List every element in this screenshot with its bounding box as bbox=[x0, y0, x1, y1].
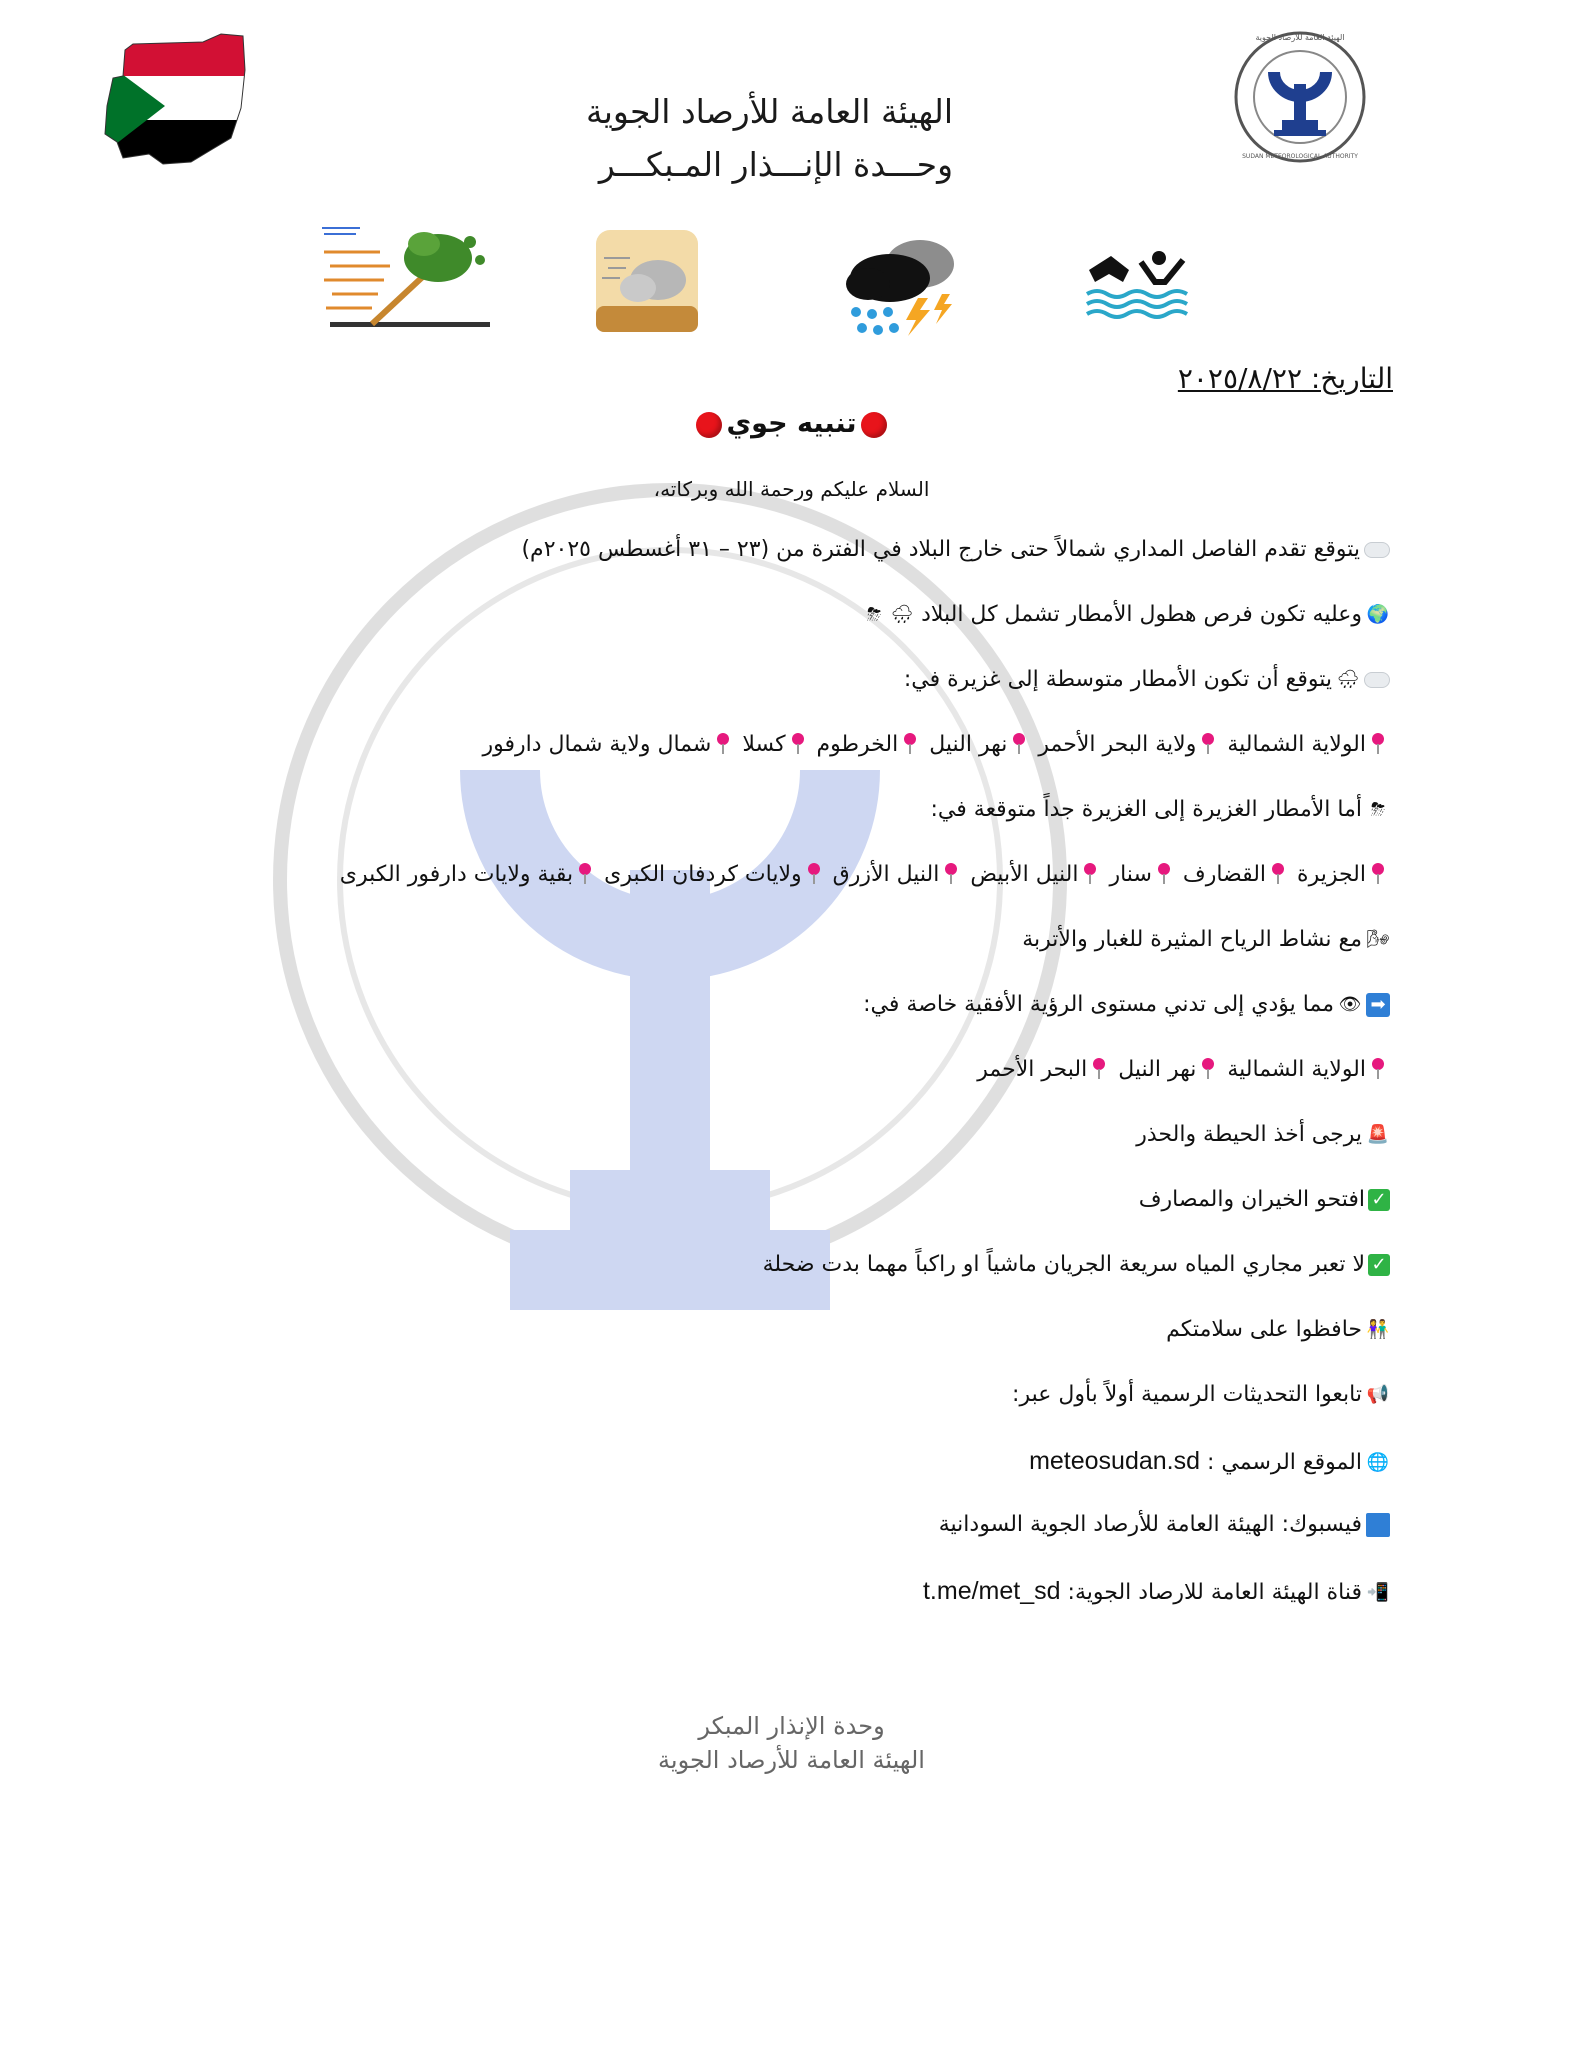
thunder-cloud-icon: ⛈ bbox=[1370, 799, 1386, 820]
region: ولايات كردفان الكبرى bbox=[604, 862, 802, 887]
flood-warning-icon bbox=[1085, 248, 1197, 320]
pin-icon bbox=[717, 733, 729, 745]
page-title: الهيئة العامة للأرصاد الجوية bbox=[586, 92, 953, 131]
region: الولاية الشمالية bbox=[1227, 732, 1366, 757]
pin-icon bbox=[1084, 863, 1096, 875]
bulletin-line-7: 🌬مع نشاط الرياح المثيرة للغبار والأتربة bbox=[1022, 927, 1390, 952]
telegram-link[interactable]: t.me/met_sd bbox=[922, 1577, 1061, 1605]
region-list-moderate bbox=[483, 732, 1390, 757]
pin-icon bbox=[1272, 863, 1284, 875]
wind-face-icon: 🌬 bbox=[1366, 929, 1390, 950]
region: الخرطوم bbox=[816, 732, 899, 757]
region: سنار bbox=[1109, 862, 1152, 887]
greeting: السلام عليكم ورحمة الله وبركاته، bbox=[653, 477, 930, 501]
globe-network-icon: 🌐 bbox=[1366, 1452, 1390, 1473]
region: النيل الأبيض bbox=[970, 862, 1079, 887]
region: نهر النيل bbox=[1118, 1057, 1197, 1082]
pin-icon bbox=[808, 863, 820, 875]
region-list-visibility bbox=[977, 1057, 1390, 1082]
cloud-icon bbox=[1364, 542, 1390, 558]
globe-icon: 🌍 bbox=[1366, 604, 1390, 625]
bulletin-line-12: ✓لا تعبر مجاري المياه سريعة الجريان ماشياً او راكباً مهما بدت ضحلة bbox=[763, 1252, 1390, 1277]
megaphone-icon: 📢 bbox=[1366, 1384, 1390, 1405]
bulletin-line-14: 📢تابعوا التحديثات الرسمية أولاً بأول عبر: bbox=[1012, 1382, 1390, 1407]
cloud-icon bbox=[1364, 672, 1390, 688]
check-icon: ✓ bbox=[1368, 1189, 1390, 1211]
region-list-heavy bbox=[340, 862, 1390, 887]
thunder-cloud-icon: ⛈ bbox=[866, 604, 882, 625]
region: البحر الأحمر bbox=[977, 1057, 1088, 1082]
pin-icon bbox=[945, 863, 957, 875]
bulletin-line-11: ✓افتحو الخيران والمصارف bbox=[1139, 1187, 1390, 1212]
page-subtitle: وحـــدة الإنـــذار المـبكـــر bbox=[598, 145, 953, 184]
bulletin-line-5: ⛈أما الأمطار الغزيرة إلى الغزيرة جداً متوقعة في: bbox=[931, 797, 1390, 822]
eye-icon: 👁 bbox=[1338, 994, 1362, 1015]
pin-icon bbox=[1202, 1058, 1214, 1070]
region: الجزيرة bbox=[1297, 862, 1366, 887]
pin-icon bbox=[1372, 733, 1384, 745]
website-line: 🌐الموقع الرسمي : meteosudan.sd bbox=[1029, 1447, 1390, 1475]
footer-unit: وحدة الإنذار المبكر bbox=[698, 1712, 885, 1740]
region: شمال ولاية شمال دارفور bbox=[482, 732, 712, 757]
pin-icon bbox=[579, 863, 591, 875]
region: النيل الأزرق bbox=[832, 862, 940, 887]
pin-icon bbox=[1158, 863, 1170, 875]
check-icon: ✓ bbox=[1368, 1254, 1390, 1276]
red-circle-icon bbox=[861, 412, 887, 438]
pin-icon bbox=[1093, 1058, 1105, 1070]
document-date: التاريخ: ٢٠٢٥/٨/٢٢ bbox=[1177, 362, 1393, 395]
alert-heading bbox=[0, 408, 1583, 439]
pin-icon bbox=[792, 733, 804, 745]
siren-icon: 🚨 bbox=[1366, 1124, 1390, 1145]
region: الولاية الشمالية bbox=[1227, 1057, 1366, 1082]
strong-wind-icon bbox=[320, 222, 510, 332]
alert-title: تنبيه جوي bbox=[726, 408, 857, 439]
bulletin-line-1: يتوقع تقدم الفاصل المداري شمالاً حتى خارج البلاد في الفترة من (٢٣ – ٣١ أغسطس ٢٠٢٥م) bbox=[521, 537, 1390, 562]
bulletin-line-8: ➡👁مما يؤدي إلى تدني مستوى الرؤية الأفقية خاصة في: bbox=[863, 992, 1390, 1017]
region: القضارف bbox=[1182, 862, 1267, 887]
rain-cloud-icon: 🌧 bbox=[890, 604, 914, 625]
region: نهر النيل bbox=[929, 732, 1008, 757]
bulletin-line-10: 🚨يرجى أخذ الحيطة والحذر bbox=[1136, 1122, 1390, 1147]
bulletin-line-13: 👫حافظوا على سلامتكم bbox=[1166, 1317, 1390, 1342]
logo-arabic-text: الهيئة العامة للأرصاد الجوية bbox=[1255, 33, 1345, 42]
bulletin-line-3: 🌧يتوقع أن تكون الأمطار متوسطة إلى غزيرة في: bbox=[904, 667, 1390, 692]
footer-authority: الهيئة العامة للأرصاد الجوية bbox=[658, 1746, 925, 1774]
region: ولاية البحر الأحمر bbox=[1038, 732, 1197, 757]
website-link[interactable]: meteosudan.sd bbox=[1029, 1447, 1201, 1475]
bulletin-line-2: 🌍وعليه تكون فرص هطول الأمطار تشمل كل البلاد 🌧⛈ bbox=[858, 602, 1390, 627]
pin-icon bbox=[1202, 733, 1214, 745]
region: كسلا bbox=[742, 732, 786, 757]
people-icon: 👫 bbox=[1366, 1319, 1390, 1340]
facebook-line: فيسبوك: الهيئة العامة للأرصاد الجوية السودانية bbox=[939, 1512, 1390, 1537]
mobile-phone-icon: 📲 bbox=[1366, 1582, 1390, 1603]
blue-book-icon bbox=[1366, 1513, 1390, 1537]
arrow-right-icon: ➡ bbox=[1366, 993, 1390, 1017]
logo-english-text: SUDAN METEOROLOGICAL AUTHORITY bbox=[1242, 153, 1358, 160]
sudan-flag-map-icon bbox=[103, 30, 248, 170]
authority-logo bbox=[1230, 22, 1370, 172]
red-circle-icon bbox=[696, 412, 722, 438]
pin-icon bbox=[1372, 863, 1384, 875]
rain-cloud-icon: 🌧 bbox=[1336, 669, 1360, 690]
thunderstorm-rain-icon bbox=[842, 232, 962, 340]
telegram-line: 📲قناة الهيئة العامة للارصاد الجوية: t.me/met_sd bbox=[922, 1577, 1390, 1605]
pin-icon bbox=[1372, 1058, 1384, 1070]
dust-storm-icon bbox=[594, 228, 700, 334]
region: بقية ولايات دارفور الكبرى bbox=[339, 862, 574, 887]
pin-icon bbox=[904, 733, 916, 745]
pin-icon bbox=[1013, 733, 1025, 745]
